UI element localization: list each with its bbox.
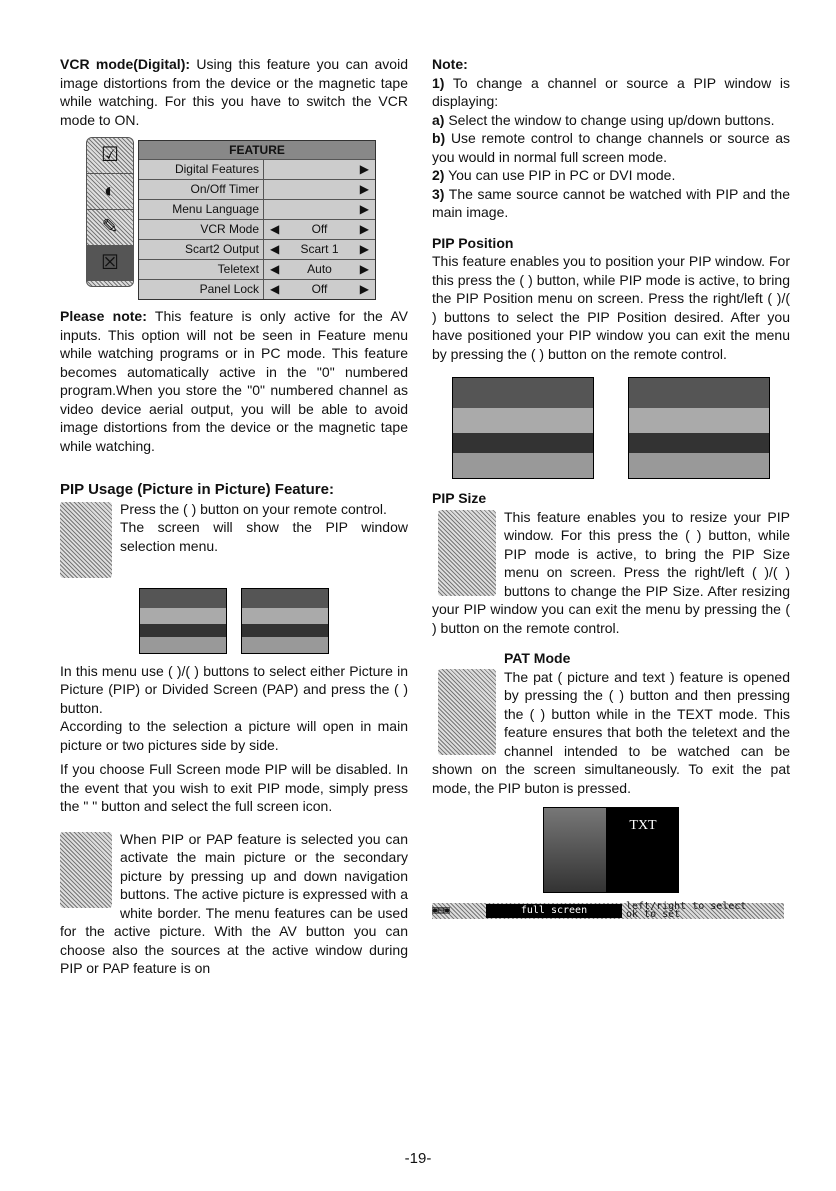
note-a: Select the window to change using up/down buttons. bbox=[448, 111, 775, 128]
full-screen-option[interactable]: full screen bbox=[486, 904, 622, 918]
arrow-right-icon: ▶ bbox=[359, 222, 369, 236]
bullet-graphic bbox=[438, 510, 496, 596]
pip-mode-icons: ▣▤▣ bbox=[432, 904, 451, 916]
pip-heading: PIP Usage (Picture in Picture) Feature: bbox=[60, 481, 334, 498]
menu-row bbox=[139, 159, 375, 179]
row-label: On/Off Timer bbox=[139, 180, 264, 199]
vcr-mode-section bbox=[60, 55, 408, 129]
row-label: VCR Mode bbox=[139, 220, 264, 239]
menu-row bbox=[139, 219, 375, 239]
txt-panel: TXT bbox=[607, 807, 679, 893]
row-label: Panel Lock bbox=[139, 280, 264, 299]
bullet-graphic bbox=[60, 832, 112, 908]
arrow-right-icon: ▶ bbox=[359, 242, 369, 256]
when-pip-section bbox=[60, 830, 408, 978]
menu-row bbox=[139, 179, 375, 199]
arrow-left-icon: ◀ bbox=[270, 222, 280, 236]
hint-1: left/right to select bbox=[626, 901, 747, 912]
sound-icon: ◐ bbox=[87, 174, 133, 210]
pip-images bbox=[60, 588, 408, 654]
note-3: The same source cannot be watched with PIP and the main image. bbox=[432, 185, 790, 220]
menu-use-text: In this menu use ( )/( ) buttons to select either Picture in Picture (PIP) or Divided Screen (PAP) and press the ( ) button. bbox=[60, 662, 408, 716]
row-value: Auto bbox=[307, 262, 332, 276]
setup-icon: ✎ bbox=[87, 210, 133, 246]
arrow-right-icon: ▶ bbox=[359, 282, 369, 296]
when-pip-text: When PIP or PAP feature is selected you can activate the main picture or the secondary picture by pressing up and down navigation buttons. The active picture is expressed with a white border. The menu features can be used for the active picture. With the AV button you can choose also the sources at the active window during PIP or PAP feature is on bbox=[60, 830, 408, 976]
pat-section bbox=[432, 649, 790, 797]
bullet-graphic bbox=[60, 502, 112, 578]
menu-row bbox=[139, 259, 375, 279]
menu-sidebar bbox=[86, 137, 134, 287]
arrow-left-icon: ◀ bbox=[270, 262, 280, 276]
row-value: Scart 1 bbox=[300, 242, 339, 256]
row-label: Scart2 Output bbox=[139, 240, 264, 259]
note-1: To change a channel or source a PIP window is displaying: bbox=[432, 74, 790, 109]
according-text: According to the selection a picture will open in main picture or two pictures side by side. bbox=[60, 718, 408, 753]
pip-position-heading: PIP Position bbox=[432, 234, 514, 251]
feature-menu-figure bbox=[60, 137, 408, 297]
pip-position-images bbox=[432, 377, 790, 479]
pip-size-heading: PIP Size bbox=[432, 490, 487, 506]
menu-row bbox=[139, 239, 375, 259]
pat-picture bbox=[543, 807, 607, 893]
pip-size-text bbox=[432, 508, 790, 638]
pat-figure bbox=[432, 807, 790, 893]
feature-icon: ☒ bbox=[87, 246, 133, 281]
pip-position-section bbox=[432, 234, 790, 364]
fullscreen-text: If you choose Full Screen mode PIP will be disabled. In the event that you wish to exit PIP mode, simply press the " " button and select the full screen icon. bbox=[60, 761, 408, 814]
pat-heading: PAT Mode bbox=[504, 650, 571, 666]
left-column bbox=[60, 55, 408, 978]
row-label: Menu Language bbox=[139, 200, 264, 219]
row-value: Off bbox=[311, 222, 328, 236]
pip-position-image-2 bbox=[628, 377, 770, 479]
note-section bbox=[60, 307, 408, 455]
arrow-left-icon: ◀ bbox=[270, 282, 280, 296]
picture-icon: ☑ bbox=[87, 138, 133, 174]
pip-size-body: This feature enables you to resize your PIP window. For this press the ( ) button, while PIP mode is active, to bring the PIP Size menu on screen. Press the right/left ( )/( ) buttons to change the PIP Size. After resizing your PIP window you can exit the menu by pressing the ( ) button on the remote control. bbox=[432, 508, 790, 636]
right-column bbox=[432, 55, 790, 919]
vcr-heading: VCR mode(Digital): bbox=[60, 56, 191, 72]
pip-note-section: Note: 1) To change a channel or source a PIP window is displaying: a) Select the window to change using up/down buttons. b) Use remote control to change channels or source as you would in normal full screen mode. 2) You can use PIP in PC or DVI mode. 3) The same source cannot be watched with PIP and the main image. bbox=[432, 56, 791, 220]
page-number: -19- bbox=[404, 1150, 432, 1167]
arrow-left-icon: ◀ bbox=[270, 242, 280, 256]
pat-text: The pat ( picture and text ) feature is opened by pressing the ( ) button and then pressing the ( ) button while in the TEXT mode. This feature ensures that both the teletext and the channel intended to be watched can be shown on the screen simultaneously. To exit the pat mode, the PIP buton is pressed. bbox=[432, 668, 790, 796]
pip-text-1: Press the ( ) button on your remote control. bbox=[120, 500, 387, 517]
bar-hint bbox=[622, 903, 746, 919]
arrow-right-icon: ▶ bbox=[359, 162, 369, 176]
arrow-right-icon: ▶ bbox=[359, 182, 369, 196]
row-label: Teletext bbox=[139, 260, 264, 279]
menu-title: FEATURE bbox=[139, 141, 375, 159]
note-2: You can use PIP in PC or DVI mode. bbox=[448, 167, 676, 183]
row-value: Off bbox=[311, 282, 328, 296]
bullet-graphic bbox=[438, 669, 496, 755]
note-heading: Please note: bbox=[60, 308, 147, 324]
arrow-right-icon: ▶ bbox=[359, 262, 369, 276]
pip-image-1 bbox=[139, 588, 227, 654]
vcr-text: Using this feature you can avoid image distortions from the device or the magnetic tape while watching. For this you have to switch the VCR mode to ON. bbox=[60, 56, 408, 128]
row-label: Digital Features bbox=[139, 160, 264, 179]
pip-usage-body bbox=[60, 500, 408, 580]
pip-text-2: The screen will show the PIP window selection menu. bbox=[120, 519, 408, 554]
pip-position-image-1 bbox=[452, 377, 594, 479]
pip-menu-bar bbox=[432, 903, 784, 919]
hint-2: ok to set bbox=[626, 909, 681, 920]
menu-row bbox=[139, 279, 375, 299]
note-heading: Note: bbox=[432, 56, 468, 72]
pip-position-text: This feature enables you to position your PIP window. For this press the ( ) button, while PIP mode is active, to bring the PIP Position menu on screen. Press the right/left ( )/( ) buttons to select the PIP Position desired. After you have positioned your PIP window you can exit the menu by pressing the ( ) button on the remote control. bbox=[432, 253, 790, 362]
menu-row bbox=[139, 199, 375, 219]
pip-image-2 bbox=[241, 588, 329, 654]
note-text: This feature is only active for the AV inputs. This option will not be seen in Feature menu while watching programs or in PC mode. This feature becomes automatically active in the "0" numbered program.When you store the "0" numbered channel as video device aerial output, you will be able to avoid image distortions from the device or the magnetic tape while watching. bbox=[60, 308, 408, 454]
feature-menu bbox=[138, 140, 376, 300]
note-b: Use remote control to change channels or source as you would in normal full screen mode. bbox=[432, 130, 791, 165]
arrow-right-icon: ▶ bbox=[359, 202, 369, 216]
